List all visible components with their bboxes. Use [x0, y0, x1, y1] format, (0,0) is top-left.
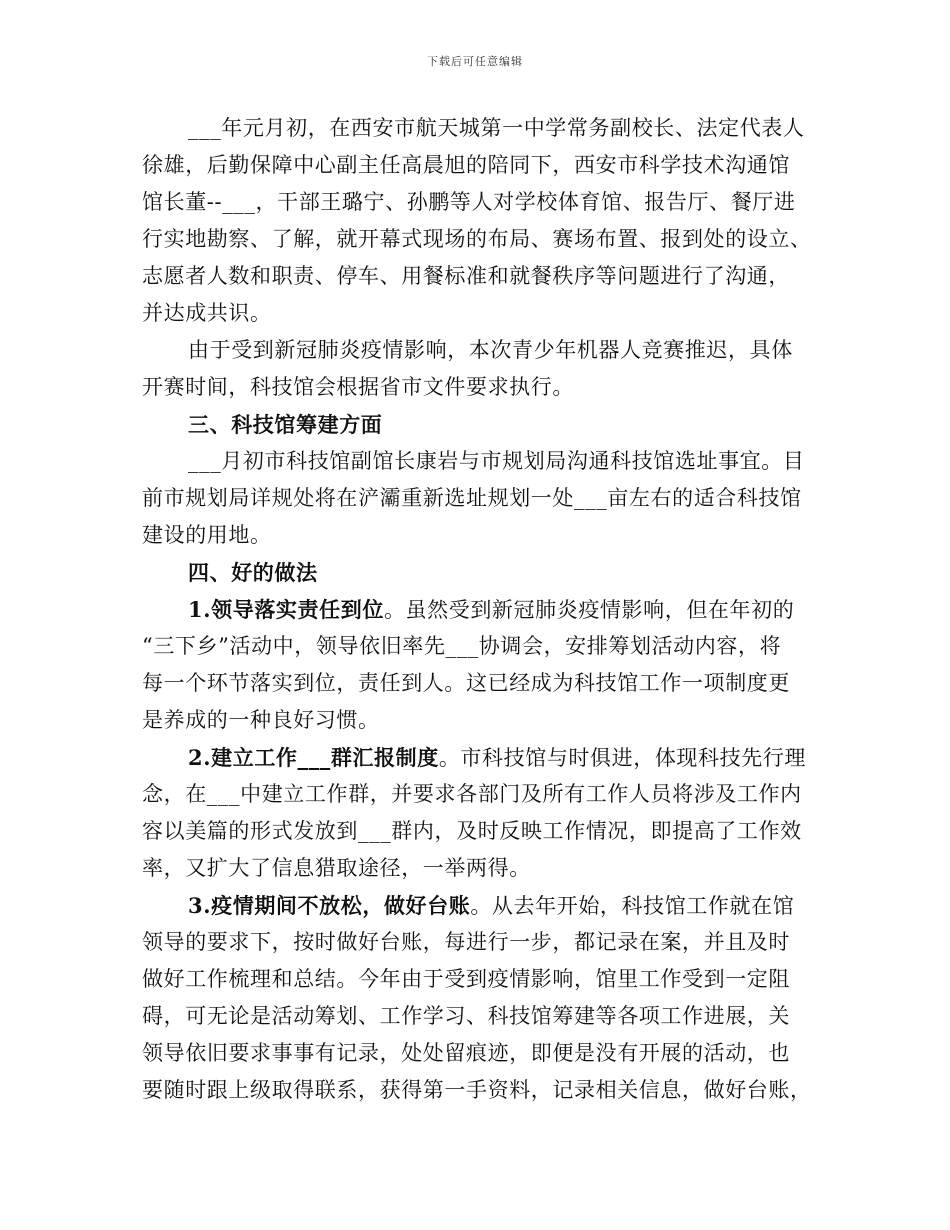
section-heading-3: 三、科技馆筹建方面 — [188, 412, 383, 437]
text-line: 由于受到新冠肺炎疫情影响，本次青少年机器人竞赛推迟，具体 — [188, 338, 793, 362]
page-header-note: 下载后可任意编辑 — [427, 55, 523, 68]
text-line: 馆长董--___，干部王璐宁、孙鹏等人对学校体育馆、报告厅、餐厅进 — [142, 190, 796, 214]
text-line — [142, 887, 822, 924]
text-line: 念，在___中建立工作群，并要求各部门及所有工作人员将涉及工作内 — [142, 782, 802, 806]
text-line: 行实地勘察、了解，就开幕式现场的布局、赛场布置、报到处的设立、 — [142, 227, 812, 251]
text-span: 。市科技馆与时俱进，体现科技先行理 — [438, 746, 807, 770]
practice-title: 1.领导落实责任到位 — [188, 597, 384, 622]
text-line: 志愿者人数和职责、停车、用餐标准和就餐秩序等问题进行了沟通， — [142, 264, 790, 288]
text-line — [142, 591, 822, 628]
text-line: 要随时跟上级取得联系，获得第一手资料，记录相关信息，做好台账， — [142, 1078, 812, 1102]
text-span: 。虽然受到新冠肺炎疫情影响，但在年初的 — [383, 598, 795, 622]
text-line: 是养成的一种良好习惯。 — [142, 708, 380, 732]
paragraph-competition-delay — [142, 332, 822, 406]
text-line: 容以美篇的形式发放到___群内，及时反映工作情况，即提高了工作效 — [142, 819, 802, 843]
text-line: 率，又扩大了信息猎取途径，一举两得。 — [142, 856, 531, 880]
text-line: 做好工作梳理和总结。今年由于受到疫情影响，馆里工作受到一定阻 — [142, 967, 790, 991]
paragraph-practice-2 — [142, 739, 822, 887]
document-body — [142, 110, 822, 1109]
text-line: 前市规划局详规处将在浐灞重新选址规划一处___亩左右的适合科技馆 — [142, 486, 802, 510]
text-line: 建设的用地。 — [142, 523, 272, 547]
text-line: 碍，可无论是活动筹划、工作学习、科技馆筹建等各项工作进展，关 — [142, 1004, 790, 1028]
text-line: 每一个环节落实到位，责任到人。这已经成为科技馆工作一项制度更 — [142, 671, 790, 695]
text-span: 。从去年开始，科技馆工作就在馆 — [470, 894, 795, 918]
text-line: 领导依旧要求事事有记录，处处留痕迹，即便是没有开展的活动，也 — [142, 1041, 790, 1065]
paragraph-site-visit — [142, 110, 822, 332]
paragraph-site-selection — [142, 443, 822, 554]
practice-title: 3.疫情期间不放松，做好台账 — [188, 893, 471, 918]
text-line: “三下乡”活动中，领导依旧率先___协调会，安排筹划活动内容，将 — [142, 634, 782, 658]
text-line: ___月初市科技馆副馆长康岩与市规划局沟通科技馆选址事宜。目 — [188, 449, 805, 473]
text-line — [142, 739, 822, 776]
paragraph-practice-3 — [142, 887, 822, 1109]
section-heading-4: 四、好的做法 — [188, 560, 318, 585]
paragraph-practice-1 — [142, 591, 822, 739]
text-line: 徐雄，后勤保障中心副主任高晨旭的陪同下，西安市科学技术沟通馆 — [142, 153, 790, 177]
practice-title: 2.建立工作___群汇报制度 — [188, 745, 439, 770]
text-line: 领导的要求下，按时做好台账，每进行一步，都记录在案，并且及时 — [142, 930, 790, 954]
text-line: 并达成共识。 — [142, 301, 272, 325]
text-line: ___年元月初，在西安市航天城第一中学常务副校长、法定代表人 — [188, 116, 805, 140]
text-line: 开赛时间，科技馆会根据省市文件要求执行。 — [142, 375, 574, 399]
